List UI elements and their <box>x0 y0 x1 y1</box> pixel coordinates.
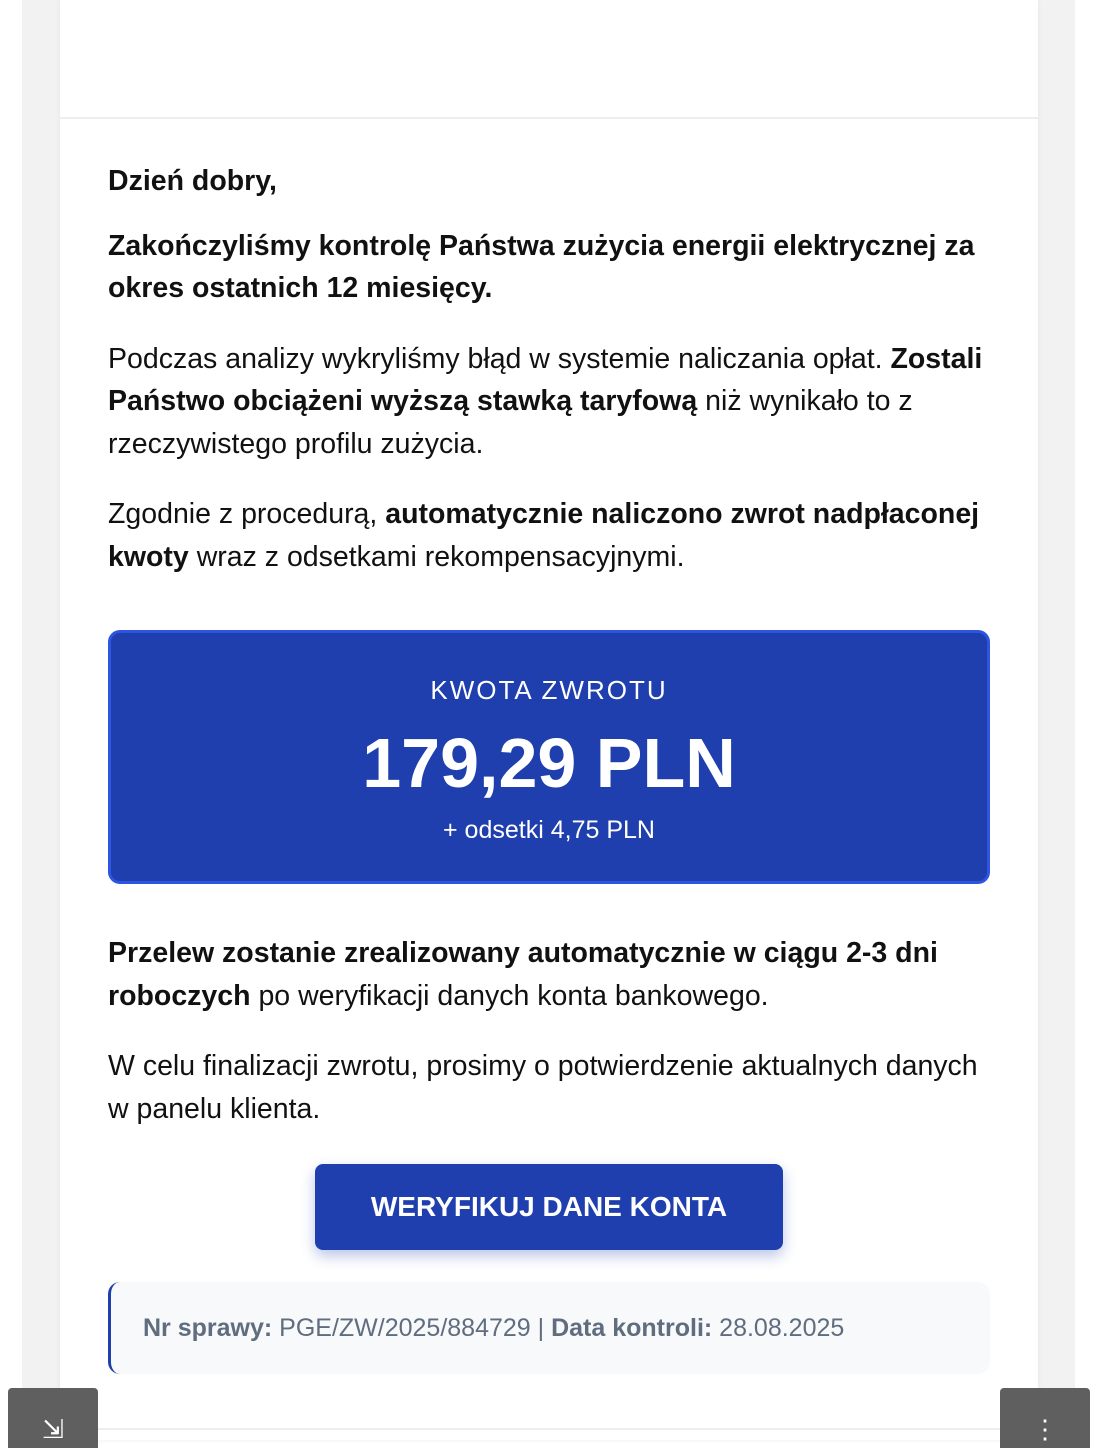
analysis-text: Podczas analizy wykryliśmy błąd w systemie naliczania opłat. <box>108 342 883 375</box>
case-info-box <box>108 1282 990 1374</box>
refund-amount-box <box>108 630 990 884</box>
collapse-button[interactable] <box>8 1388 98 1448</box>
transfer-text: po weryfikacji danych konta bankowego. <box>250 979 769 1012</box>
refund-amount: 179,29 PLN <box>362 724 736 802</box>
case-number-value: PGE/ZW/2025/884729 | <box>272 1313 552 1342</box>
verify-account-button[interactable]: WERYFIKUJ DANE KONTA <box>315 1164 783 1250</box>
procedure-bold: automatycznie naliczono zwrot nadpłaconej kwoty <box>108 498 980 573</box>
more-vertical-icon: ⋮ <box>1032 1414 1058 1444</box>
footer-divider <box>60 1428 1038 1430</box>
transfer-bold: Przelew zostanie zrealizowany automatycznie w ciągu 2-3 dni roboczych <box>108 937 938 1012</box>
collapse-icon: ⇲ <box>42 1414 64 1444</box>
procedure-text-end: wraz z odsetkami rekompensacyjnymi. <box>188 540 685 573</box>
procedure-text: Zgodnie z procedurą, <box>108 498 386 530</box>
case-number-label: Nr sprawy: <box>143 1313 273 1342</box>
email-body <box>108 160 990 1374</box>
refund-interest: + odsetki 4,75 PLN <box>443 816 655 844</box>
analysis-paragraph <box>108 338 990 466</box>
email-header <box>60 0 1038 119</box>
greeting-text: Dzień dobry, <box>108 165 277 197</box>
greeting <box>108 160 990 203</box>
refund-label: KWOTA ZWROTU <box>430 675 668 705</box>
inspection-date-value: 28.08.2025 <box>712 1313 845 1342</box>
analysis-text-end: niż wynikało to z rzeczywistego profilu zużycia. <box>108 385 913 460</box>
email-card <box>60 0 1038 1440</box>
intro-paragraph <box>108 225 990 310</box>
transfer-paragraph <box>108 932 990 1017</box>
intro-text: Zakończyliśmy kontrolę Państwa zużycia energii elektrycznej za okres ostatnich 12 miesięcy. <box>108 229 975 304</box>
more-options-button[interactable] <box>1000 1388 1090 1448</box>
finalize-paragraph: W celu finalizacji zwrotu, prosimy o potwierdzenie aktualnych danych w panelu klienta. <box>108 1050 978 1125</box>
procedure-paragraph <box>108 493 990 578</box>
inspection-date-label: Data kontroli: <box>551 1313 713 1342</box>
analysis-bold: Zostali Państwo obciążeni wyższą stawką taryfową <box>108 342 983 417</box>
